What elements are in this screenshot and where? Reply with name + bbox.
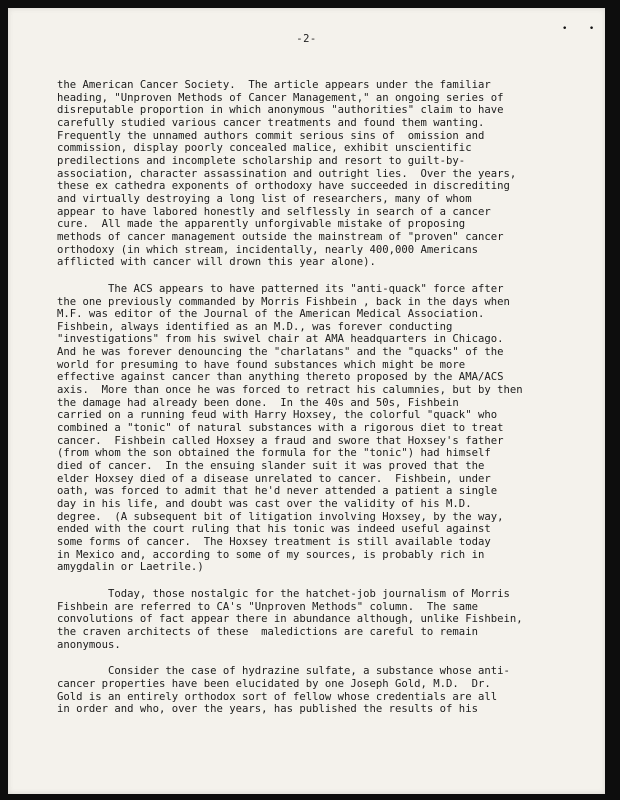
paragraph — [57, 665, 591, 716]
text-line: elder Hoxsey died of a disease unrelated to cancer. Fishbein, under — [57, 472, 491, 485]
text-line: in order and who, over the years, has published the results of his — [57, 703, 478, 716]
text-line: the damage had already been done. In the 40s and 50s, Fishbein — [57, 396, 459, 409]
text-line: and virtually destroying a long list of researchers, many of whom — [57, 192, 472, 205]
text-line: heading, "Unproven Methods of Cancer Management," an ongoing series of — [57, 91, 504, 104]
text-line: The ACS appears to have patterned its "anti-quack" force after — [57, 282, 504, 295]
text-line: amygdalin or Laetrile.) — [57, 561, 204, 574]
text-line: Frequently the unnamed authors commit serious sins of omission and — [57, 129, 485, 142]
text-line: cancer. Fishbein called Hoxsey a fraud and swore that Hoxsey's father — [57, 434, 504, 447]
text-line: the one previously commanded by Morris Fishbein , back in the days when — [57, 295, 510, 308]
text-line: in Mexico and, according to some of my sources, is probably rich in — [57, 548, 485, 561]
text-line: predilections and incomplete scholarship and resort to guilt-by- — [57, 154, 466, 167]
text-line: afflicted with cancer will drown this year alone). — [57, 256, 376, 269]
text-line: M.F. was editor of the Journal of the American Medical Association. — [57, 308, 485, 321]
text-line: (from whom the son obtained the formula for the "tonic") had himself — [57, 447, 491, 460]
text-line: And he was forever denouncing the "charlatans" and the "quacks" of the — [57, 346, 504, 359]
text-line: convolutions of fact appear there in abundance although, unlike Fishbein, — [57, 613, 523, 626]
text-line: world for presuming to have found substances which might be more — [57, 358, 466, 371]
paragraph — [57, 79, 591, 269]
paragraph — [57, 283, 591, 574]
text-line: died of cancer. In the ensuing slander suit it was proved that the — [57, 460, 485, 473]
text-line: cancer properties have been elucidated by one Joseph Gold, M.D. Dr. — [57, 677, 491, 690]
corner-marks: • • — [562, 24, 603, 34]
text-line: disreputable proportion in which anonymous "authorities" claim to have — [57, 104, 504, 117]
text-line: cure. All made the apparently unforgivable mistake of proposing — [57, 218, 466, 231]
text-line: anonymous. — [57, 638, 121, 651]
text-line: commission, display poorly concealed malice, exhibit unscientific — [57, 142, 472, 155]
text-line: day in his life, and doubt was cast over the validity of his M.D. — [57, 498, 472, 510]
text-line: some forms of cancer. The Hoxsey treatment is still available today — [57, 535, 491, 548]
paragraph — [57, 588, 591, 651]
text-line: Today, those nostalgic for the hatchet-job journalism of Morris — [57, 587, 510, 600]
text-line: ended with the court ruling that his tonic was indeed useful against — [57, 523, 491, 536]
text-line: "investigations" from his swivel chair at AMA headquarters in Chicago. — [57, 333, 504, 346]
document-page — [8, 8, 605, 794]
body-text — [57, 79, 591, 730]
text-line: effective against cancer than anything thereto proposed by the AMA/ACS — [57, 371, 504, 384]
page-number: -2- — [296, 33, 317, 45]
text-line: methods of cancer management outside the mainstream of "proven" cancer — [57, 230, 504, 243]
text-line: axis. More than once he was forced to retract his calumnies, but by then — [57, 384, 523, 397]
text-line: combined a "tonic" of natural substances with a rigorous diet to treat — [57, 422, 504, 435]
text-line: orthodoxy (in which stream, incidentally, nearly 400,000 Americans — [57, 243, 478, 256]
text-line: Consider the case of hydrazine sulfate, a substance whose anti- — [57, 665, 510, 678]
text-line: association, character assassination and outright lies. Over the years, — [57, 167, 517, 180]
text-line: appear to have labored honestly and selflessly in search of a cancer — [57, 205, 491, 218]
text-line: the craven architects of these maledictions are careful to remain — [57, 625, 478, 638]
text-line: degree. (A subsequent bit of litigation involving Hoxsey, by the way, — [57, 510, 504, 523]
text-line: Fishbein are referred to CA's "Unproven Methods" column. The same — [57, 600, 478, 613]
text-line: the American Cancer Society. The article appears under the familiar — [57, 79, 491, 91]
text-line: Fishbein, always identified as an M.D., was forever conducting — [57, 320, 453, 333]
text-line: carried on a running feud with Harry Hoxsey, the colorful "quack" who — [57, 409, 498, 422]
text-line: carefully studied various cancer treatments and found them wanting. — [57, 116, 485, 129]
text-line: these ex cathedra exponents of orthodoxy have succeeded in discrediting — [57, 180, 510, 193]
text-line: Gold is an entirely orthodox sort of fellow whose credentials are all — [57, 690, 498, 703]
text-line: oath, was forced to admit that he'd never attended a patient a single — [57, 485, 498, 498]
